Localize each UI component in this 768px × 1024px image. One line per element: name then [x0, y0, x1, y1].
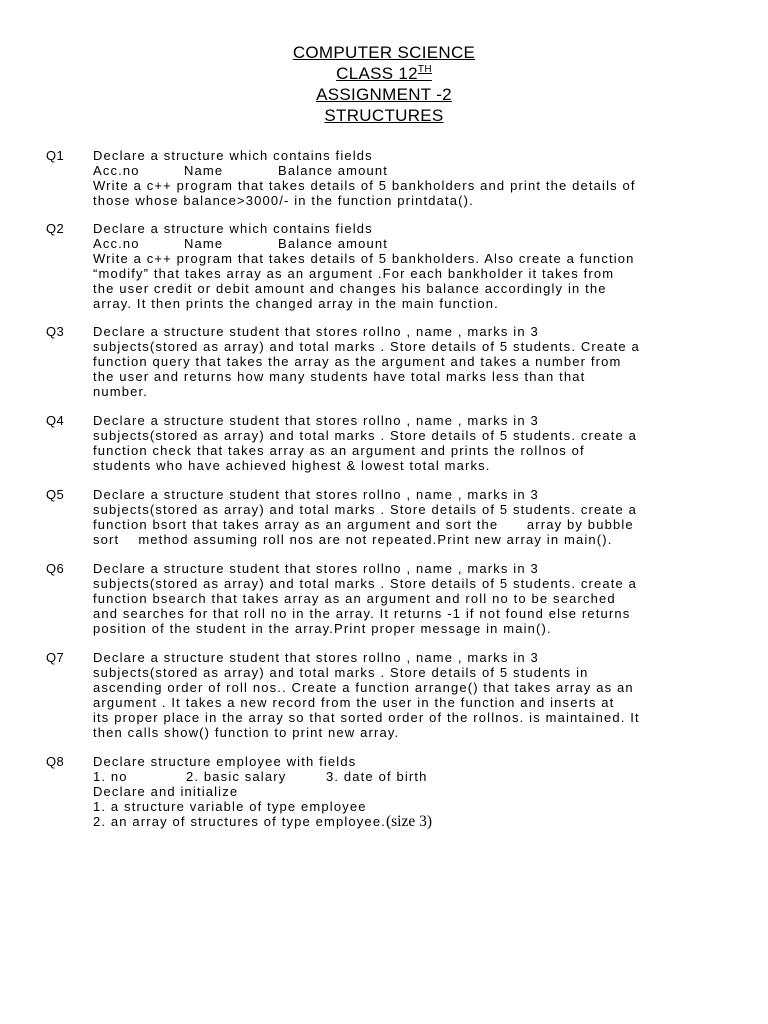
question-line: function query that takes the array as the argument and takes a number from — [93, 354, 622, 369]
question-line: subjects(stored as array) and total marks . Store details of 5 students. create a — [93, 576, 638, 591]
question-number: Q7 — [46, 650, 65, 665]
assignment-label: ASSIGNMENT -2 — [316, 85, 452, 104]
question-number: Q3 — [46, 324, 65, 339]
topic-label: STRUCTURES — [324, 106, 444, 125]
question-line: its proper place in the array so that sorted order of the rollnos. is maintained. It — [93, 710, 640, 725]
question-line: sort method assuming roll nos are not repeated.Print new array in main(). — [93, 532, 613, 547]
question-line: Declare a structure student that stores rollno , name , marks in 3 — [93, 324, 539, 339]
question-line-last — [93, 814, 432, 829]
question-line: Declare and initialize — [93, 784, 239, 799]
question-line: students who have achieved highest & lowest total marks. — [93, 458, 491, 473]
question-number: Q8 — [46, 754, 65, 769]
field-balance: Balance amount — [278, 163, 389, 178]
question-line: 1. a structure variable of type employee — [93, 799, 367, 814]
question-line: position of the student in the array.Print proper message in main(). — [93, 621, 552, 636]
question-line: function bsearch that takes array as an argument and roll no to be searched — [93, 591, 616, 606]
question-line: subjects(stored as array) and total marks . Store details of 5 students in — [93, 665, 589, 680]
question-line: Declare structure employee with fields — [93, 754, 357, 769]
field-basic-salary: 2. basic salary — [186, 769, 287, 784]
question-line: then calls show() function to print new array. — [93, 725, 400, 740]
question-line: argument . It takes a new record from the user in the function and inserts at — [93, 695, 615, 710]
question-line: “modify” that takes array as an argument .For each bankholder it takes from — [93, 266, 615, 281]
array-declaration-text: 2. an array of structures of type employee. — [93, 814, 386, 829]
class-label — [0, 63, 768, 84]
class-text: CLASS 12 — [336, 64, 418, 83]
field-no: 1. no — [93, 769, 128, 784]
question-number: Q6 — [46, 561, 65, 576]
question-line: those whose balance>3000/- in the function printdata(). — [93, 193, 474, 208]
question-line: the user credit or debit amount and changes his balance accordingly in the — [93, 281, 607, 296]
question-line: ascending order of roll nos.. Create a function arrange() that takes array as an — [93, 680, 634, 695]
question-number: Q5 — [46, 487, 65, 502]
field-name: Name — [184, 163, 224, 178]
question-line: number. — [93, 384, 149, 399]
field-acc-no: Acc.no — [93, 163, 140, 178]
question-line: and searches for that roll no in the array. It returns -1 if not found else returns — [93, 606, 631, 621]
question-line: Write a c++ program that takes details of 5 bankholders. Also create a function — [93, 251, 635, 266]
size-note: (size 3) — [385, 813, 433, 830]
document-header — [0, 42, 768, 126]
question-number: Q4 — [46, 413, 65, 428]
question-line: subjects(stored as array) and total marks . Store details of 5 students. create a — [93, 428, 638, 443]
question-line: the user and returns how many students have total marks less than that — [93, 369, 586, 384]
question-line: Declare a structure student that stores rollno , name , marks in 3 — [93, 561, 539, 576]
class-superscript: TH — [417, 64, 432, 75]
question-number: Q2 — [46, 221, 65, 236]
question-line: Declare a structure which contains fields — [93, 148, 373, 163]
question-line: subjects(stored as array) and total marks . Store details of 5 students. Create a — [93, 339, 640, 354]
field-name: Name — [184, 236, 224, 251]
question-number: Q1 — [46, 148, 65, 163]
question-line: Write a c++ program that takes details of 5 bankholders and print the details of — [93, 178, 636, 193]
field-balance: Balance amount — [278, 236, 389, 251]
question-line: function check that takes array as an argument and prints the rollnos of — [93, 443, 585, 458]
question-line: Declare a structure student that stores rollno , name , marks in 3 — [93, 487, 539, 502]
field-date-of-birth: 3. date of birth — [326, 769, 428, 784]
question-line: Declare a structure student that stores rollno , name , marks in 3 — [93, 650, 539, 665]
question-line: subjects(stored as array) and total marks . Store details of 5 students. create a — [93, 502, 638, 517]
question-line: Declare a structure student that stores rollno , name , marks in 3 — [93, 413, 539, 428]
field-acc-no: Acc.no — [93, 236, 140, 251]
course-title: COMPUTER SCIENCE — [292, 43, 476, 62]
question-line: function bsort that takes array as an argument and sort the array by bubble — [93, 517, 634, 532]
question-line: array. It then prints the changed array in the main function. — [93, 296, 499, 311]
question-line: Declare a structure which contains fields — [93, 221, 373, 236]
